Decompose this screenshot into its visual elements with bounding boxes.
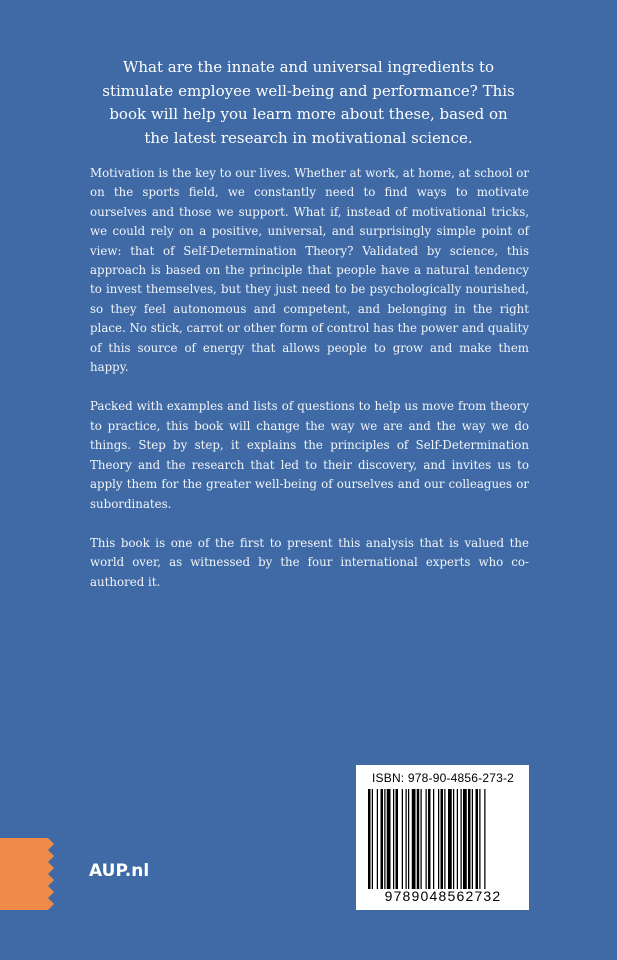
barcode-bar	[426, 789, 427, 889]
barcode-bar	[484, 789, 485, 889]
barcode-bar	[408, 789, 409, 889]
intro-blurb: What are the innate and universal ingredients to stimulate employee well-being and performance? This book will help you learn more about these, based on the latest research in motivational science.	[102, 58, 515, 147]
paragraph-2: Packed with examples and lists of questions to help us move from theory to practice, this book will change the way we are and the way we do things. Step by step, it explains the principles of Self-Determination Theory and the research that led to their discovery, and invites us to apply them for the greater well-being of ourselves and our colleagues or subordinates.	[90, 399, 529, 511]
barcode-bar	[377, 789, 378, 889]
barcode-bar	[468, 789, 471, 889]
barcode-bar	[406, 789, 407, 889]
publisher-tab-icon	[0, 838, 56, 910]
barcode-bar	[368, 789, 371, 889]
barcode-bar	[444, 789, 445, 889]
barcode-bars	[368, 789, 518, 889]
barcode-box	[356, 765, 529, 910]
barcode-bar	[381, 789, 384, 889]
barcode-bar	[372, 789, 373, 889]
barcode-bar	[417, 789, 420, 889]
barcode-bar	[387, 789, 391, 889]
barcode-bar	[438, 789, 439, 889]
barcode-bar	[453, 789, 454, 889]
barcode-bar	[393, 789, 394, 889]
barcode-bar	[448, 789, 452, 889]
paragraph-1: Motivation is the key to our lives. Whether at work, at home, at school or on the sports field, we constantly need to find ways to motivate ourselves and those we support. What if, instead of motivational tricks, we could rely on a positive, universal, and surprisingly simple point of view: that of Self-Determination Theory? Validated by science, this approach is based on the principle that people have a natural tendency to invest themselves, but they just need to be psychologically nourished, so they feel autonomous and competent, and belonging in the right place. No stick, carrot or other form of control has the power and quality of this source of energy that allows people to grow and make them happy.	[90, 166, 529, 375]
barcode-number: 9789048562732	[384, 888, 502, 904]
barcode-bar	[412, 789, 416, 889]
barcode-bar	[421, 789, 422, 889]
barcode-bar	[457, 789, 458, 889]
description	[90, 164, 529, 612]
barcode-bar	[384, 789, 385, 889]
paragraph-3: This book is one of the first to present this analysis that is valued the world over, as witnessed by the four international experts who co-authored it.	[90, 535, 529, 589]
barcode-bar	[441, 789, 444, 889]
barcode-bar	[463, 789, 467, 889]
barcode-bar	[433, 789, 434, 889]
publisher-link[interactable]: AUP.nl	[89, 861, 150, 881]
barcode-bar	[472, 789, 473, 889]
barcode-bar	[428, 789, 431, 889]
isbn-label: ISBN: 978-90-4856-273-2	[372, 771, 515, 785]
barcode-bar	[396, 789, 399, 889]
barcode-bar	[402, 789, 403, 889]
barcode-bar	[476, 789, 479, 889]
barcode-bar	[479, 789, 480, 889]
barcode-bar	[461, 789, 462, 889]
